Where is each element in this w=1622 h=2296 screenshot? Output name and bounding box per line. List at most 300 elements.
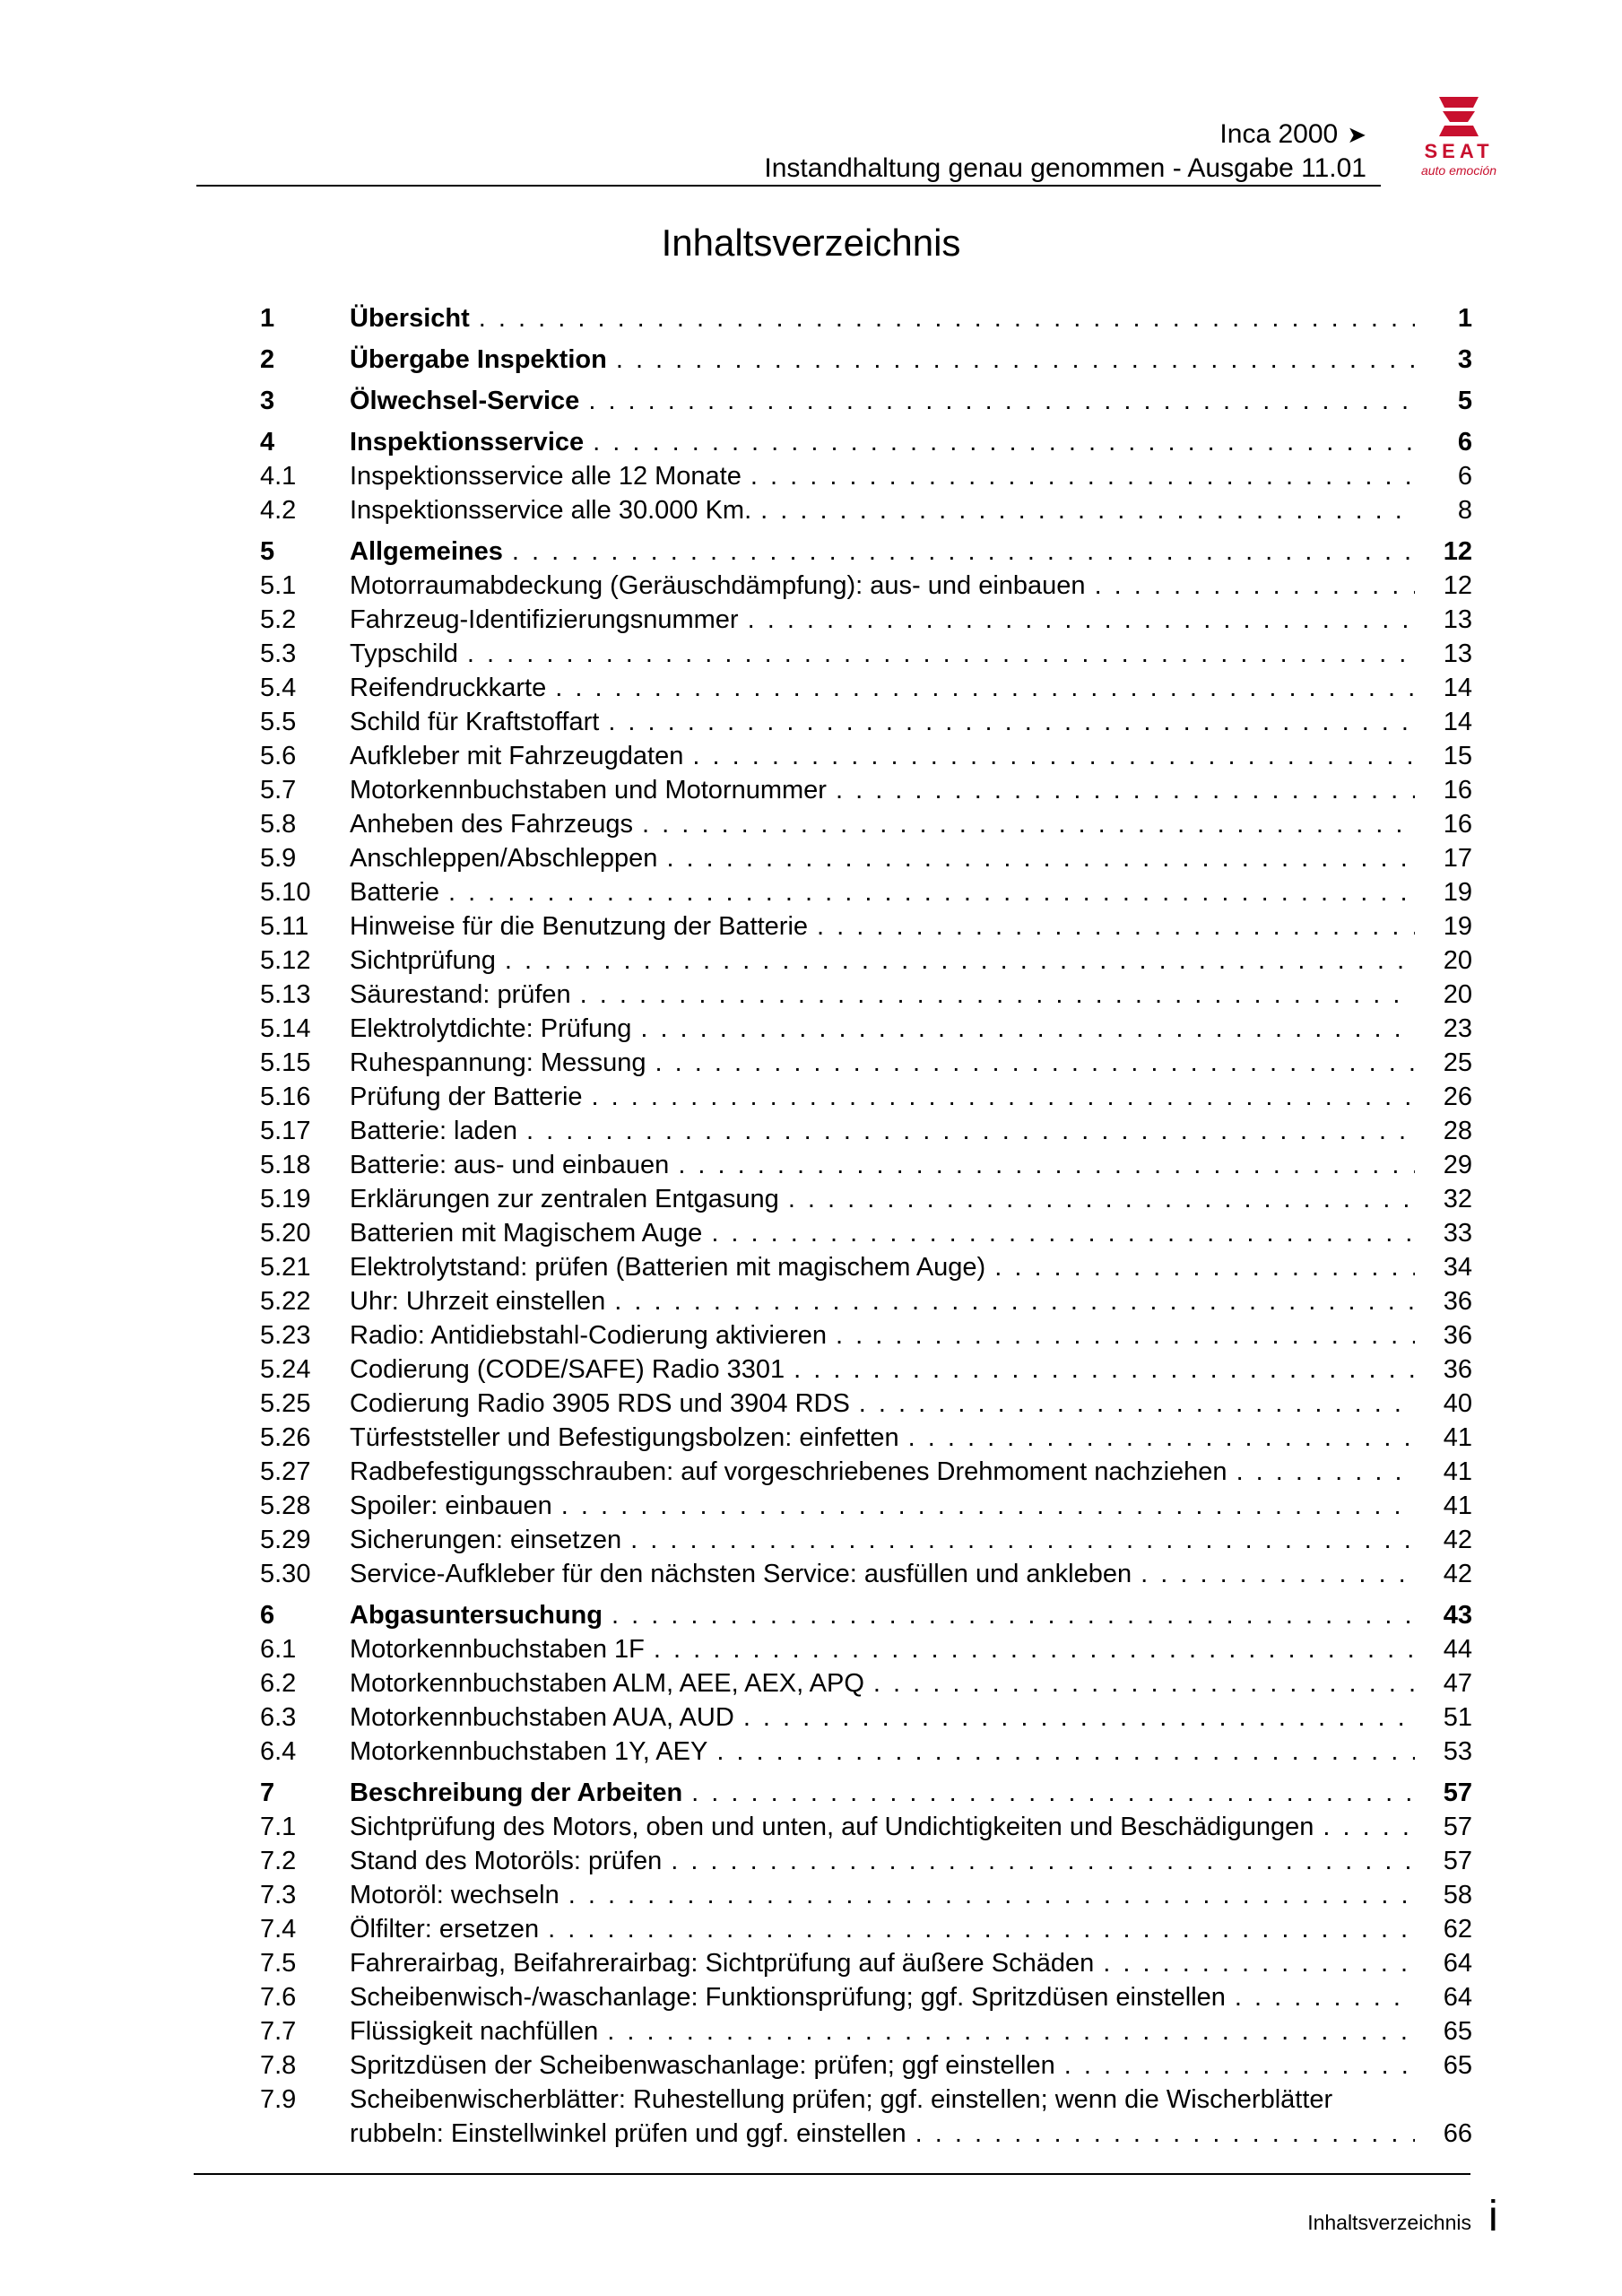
toc-section-entry[interactable]: [260, 1946, 1472, 1980]
toc-entry-number: 5.14: [260, 1014, 311, 1043]
toc-dot-leader: [592, 1080, 1415, 1114]
toc-entry-title: Hinweise für die Benutzung der Batterie: [350, 912, 809, 941]
toc-entry-line: [350, 1523, 1415, 1557]
toc-section-entry[interactable]: [260, 1114, 1472, 1148]
toc-section-entry[interactable]: [260, 1148, 1472, 1182]
toc-entry-body: [350, 1912, 1472, 1946]
toc-entry-line: [350, 1455, 1415, 1489]
toc-entry-body: [350, 1946, 1472, 1980]
toc-entry-title: Reifendruckkarte: [350, 674, 547, 702]
toc-entry-body: [350, 1182, 1472, 1216]
toc-entry-body: [350, 909, 1472, 944]
toc-entry-line: [350, 637, 1415, 671]
header-title: [1219, 118, 1366, 151]
toc-entry-body: [350, 1980, 1472, 2014]
toc-entry-title: Motorkennbuchstaben 1Y, AEY: [350, 1737, 708, 1766]
toc-dot-leader: [678, 1148, 1415, 1182]
toc-entry-title: Sicherungen: einsetzen: [350, 1526, 622, 1554]
toc-entry-page: 42: [1443, 1526, 1472, 1554]
toc-entry-body: [350, 535, 1472, 569]
toc-section-entry[interactable]: [260, 2083, 1472, 2151]
toc-entry-line: [350, 1148, 1415, 1182]
toc-entry-body: [350, 1387, 1472, 1421]
toc-entry-page: 6: [1457, 462, 1472, 491]
toc-dot-leader: [994, 1250, 1415, 1284]
toc-dot-leader: [593, 425, 1415, 459]
toc-entry-page: 19: [1443, 878, 1472, 907]
toc-entry-page: 34: [1443, 1253, 1472, 1282]
toc-entry-body: [350, 1148, 1472, 1182]
toc-section-entry[interactable]: [260, 1700, 1472, 1735]
toc-entry-line: [350, 773, 1415, 807]
toc-entry-line: [350, 1114, 1415, 1148]
toc-entry-title: Ölfilter: ersetzen: [350, 1915, 540, 1944]
toc-dot-leader: [1064, 2048, 1415, 2083]
toc-entry-title: Batterie: [350, 878, 439, 907]
toc-section-entry[interactable]: [260, 841, 1472, 875]
toc-dot-leader: [1141, 1557, 1415, 1591]
toc-dot-leader: [448, 875, 1415, 909]
toc-entry-line: [350, 1776, 1415, 1810]
toc-entry-number: 5.24: [260, 1355, 311, 1384]
toc-entry-line: [350, 1421, 1415, 1455]
toc-entry-page: 41: [1443, 1457, 1472, 1486]
toc-entry-page: 65: [1443, 2017, 1472, 2046]
toc-entry-line: [350, 1844, 1415, 1878]
toc-entry-line: [350, 569, 1415, 603]
toc-dot-leader: [716, 1735, 1415, 1769]
toc-entry-line: [350, 459, 1415, 493]
toc-section-entry[interactable]: [260, 978, 1472, 1012]
toc-entry-number: 7.5: [260, 1949, 297, 1978]
toc-entry-title: Übersicht: [350, 304, 470, 333]
toc-section-entry[interactable]: [260, 1912, 1472, 1946]
toc-section-entry[interactable]: [260, 1012, 1472, 1046]
toc-entry-line: [350, 1946, 1415, 1980]
toc-entry-page: 65: [1443, 2051, 1472, 2080]
toc-entry-body: [350, 1557, 1472, 1591]
toc-entry-line: [350, 1598, 1415, 1632]
toc-entry-line: [350, 2117, 1415, 2151]
toc-entry-number: 5.13: [260, 980, 311, 1009]
toc-entry-line: [350, 2014, 1415, 2048]
toc-entry-line: [350, 1352, 1415, 1387]
logo-wordmark: SEAT: [1424, 140, 1494, 162]
toc-entry-title: Spritzdüsen der Scheibenwaschanlage: prüfen; ggf einstellen: [350, 2051, 1055, 2080]
toc-entry-page: 26: [1443, 1083, 1472, 1111]
toc-entry-title: Motorkennbuchstaben und Motornummer: [350, 776, 827, 804]
toc-entry-line: [350, 1489, 1415, 1523]
toc-section-entry[interactable]: [260, 493, 1472, 527]
toc-entry-body: [350, 1878, 1472, 1912]
toc-entry-line: [350, 841, 1415, 875]
footer-label: Inhaltsverzeichnis: [1307, 2211, 1471, 2234]
toc-dot-leader: [654, 1632, 1415, 1666]
toc-entry-line: [350, 1700, 1415, 1735]
seat-logo: [1405, 95, 1513, 176]
toc-entry-page: 25: [1443, 1048, 1472, 1077]
toc-entry-page: 28: [1443, 1117, 1472, 1145]
toc-entry-page: 17: [1443, 844, 1472, 873]
toc-entry-line: [350, 343, 1415, 377]
toc-entry-body: [350, 1632, 1472, 1666]
toc-dot-leader: [692, 739, 1415, 773]
toc-entry-body: [350, 459, 1472, 493]
toc-section-entry[interactable]: [260, 807, 1472, 841]
toc-dot-leader: [630, 1523, 1415, 1557]
toc-chapter-entry[interactable]: [260, 384, 1472, 418]
toc-entry-title: Säurestand: prüfen: [350, 980, 571, 1009]
toc-entry-page: 20: [1443, 980, 1472, 1009]
toc-dot-leader: [836, 773, 1415, 807]
toc-entry-page: 14: [1443, 708, 1472, 736]
toc-section-entry[interactable]: [260, 705, 1472, 739]
toc-entry-page: 14: [1443, 674, 1472, 702]
toc-entry-number: 7.6: [260, 1983, 297, 2012]
toc-entry-body: [350, 425, 1472, 459]
toc-section-entry[interactable]: [260, 1387, 1472, 1421]
toc-dot-leader: [1235, 1980, 1415, 2014]
toc-entry-line: [350, 1632, 1415, 1666]
toc-entry-page: 64: [1443, 1983, 1472, 2012]
toc-entry-line: [350, 301, 1415, 335]
toc-entry-line: [350, 1912, 1415, 1946]
toc-entry-number: 1: [260, 304, 275, 333]
toc-entry-number: 5.16: [260, 1083, 311, 1111]
toc-entry-title: Schild für Kraftstoffart: [350, 708, 600, 736]
toc-entry-number: 5.12: [260, 946, 311, 975]
toc-entry-title: Codierung Radio 3905 RDS und 3904 RDS: [350, 1389, 850, 1418]
toc-entry-title: Inspektionsservice alle 30.000 Km.: [350, 496, 752, 525]
toc-entry-body: [350, 1810, 1472, 1844]
toc-section-entry[interactable]: [260, 739, 1472, 773]
toc-chapter-entry[interactable]: [260, 343, 1472, 377]
toc-entry-page: 16: [1443, 776, 1472, 804]
toc-section-entry[interactable]: [260, 1632, 1472, 1666]
toc-entry-number: 5.25: [260, 1389, 311, 1418]
toc-entry-number: 5.17: [260, 1117, 311, 1145]
toc-entry-body: [350, 1776, 1472, 1810]
toc-heading: Inhaltsverzeichnis: [661, 222, 961, 264]
toc-dot-leader: [607, 2014, 1415, 2048]
toc-entry-number: 5.1: [260, 571, 297, 600]
toc-entry-line: [350, 1080, 1415, 1114]
toc-entry-number: 7.2: [260, 1847, 297, 1875]
toc-dot-leader: [580, 978, 1415, 1012]
toc-entry-body: [350, 1046, 1472, 1080]
toc-entry-number: 4.2: [260, 496, 297, 525]
toc-entry-line: [350, 944, 1415, 978]
toc-section-entry[interactable]: [260, 1352, 1472, 1387]
toc-entry-title: Prüfung der Batterie: [350, 1083, 583, 1111]
toc-entry-page: 36: [1443, 1355, 1472, 1384]
toc-entry-title: Motorraumabdeckung (Geräuschdämpfung): aus- und einbauen: [350, 571, 1086, 600]
table-of-contents: [260, 301, 1472, 2151]
toc-entry-line: [350, 1735, 1415, 1769]
toc-section-entry[interactable]: [260, 773, 1472, 807]
toc-entry-line: [350, 1250, 1415, 1284]
toc-section-entry[interactable]: [260, 1182, 1472, 1216]
toc-entry-line: [350, 1012, 1415, 1046]
toc-entry-number: 5.10: [260, 878, 311, 907]
toc-section-entry[interactable]: [260, 1980, 1472, 2014]
toc-entry-number: 5.28: [260, 1492, 311, 1520]
toc-entry-title: Service-Aufkleber für den nächsten Service: ausfüllen und ankleben: [350, 1560, 1132, 1588]
toc-entry-number: 6: [260, 1601, 275, 1630]
toc-entry-number: 4: [260, 428, 275, 457]
page-header: [196, 109, 1381, 185]
toc-entry-number: 5.22: [260, 1287, 311, 1316]
toc-entry-title: Radbefestigungsschrauben: auf vorgeschriebenes Drehmoment nachziehen: [350, 1457, 1227, 1486]
toc-entry-title: Elektrolytstand: prüfen (Batterien mit magischem Auge): [350, 1253, 986, 1282]
toc-entry-page: 5: [1457, 387, 1472, 415]
toc-dot-leader: [479, 301, 1415, 335]
toc-section-entry[interactable]: [260, 1455, 1472, 1489]
toc-dot-leader: [760, 493, 1415, 527]
toc-entry-page: 20: [1443, 946, 1472, 975]
toc-entry-title: Flüssigkeit nachfüllen: [350, 2017, 599, 2046]
toc-dot-leader: [655, 1046, 1415, 1080]
toc-entry-body: [350, 493, 1472, 527]
logo-tagline: auto emoción: [1420, 163, 1497, 178]
toc-entry-page: 36: [1443, 1321, 1472, 1350]
toc-entry-page: 43: [1443, 1601, 1472, 1630]
toc-dot-leader: [915, 2117, 1415, 2151]
toc-entry-number: 5.9: [260, 844, 297, 873]
toc-entry-body: [350, 1666, 1472, 1700]
toc-dot-leader: [750, 459, 1415, 493]
toc-entry-body: [350, 773, 1472, 807]
toc-section-entry[interactable]: [260, 671, 1472, 705]
toc-dot-leader: [748, 603, 1415, 637]
toc-dot-leader: [743, 1700, 1415, 1735]
toc-chapter-entry[interactable]: [260, 1598, 1472, 1632]
toc-entry-title: Sichtprüfung des Motors, oben und unten, auf Undichtigkeiten und Beschädigungen: [350, 1813, 1314, 1841]
toc-entry-number: 5.18: [260, 1151, 311, 1179]
toc-section-entry[interactable]: [260, 944, 1472, 978]
toc-entry-number: 7: [260, 1779, 275, 1807]
toc-section-entry[interactable]: [260, 1250, 1472, 1284]
toc-dot-leader: [873, 1666, 1415, 1700]
toc-dot-leader: [512, 535, 1415, 569]
toc-entry-body: [350, 1080, 1472, 1114]
toc-entry-title: Batterien mit Magischem Auge: [350, 1219, 703, 1248]
header-subtitle: Instandhaltung genau genommen - Ausgabe 11.01: [764, 153, 1366, 183]
toc-entry-line: [350, 1666, 1415, 1700]
toc-entry-number: 2: [260, 345, 275, 374]
toc-section-entry[interactable]: [260, 603, 1472, 637]
toc-section-entry[interactable]: [260, 1844, 1472, 1878]
toc-entry-number: 5.23: [260, 1321, 311, 1350]
toc-entry-title: Ölwechsel-Service: [350, 387, 580, 415]
toc-section-entry[interactable]: [260, 1489, 1472, 1523]
toc-entry-number: 7.1: [260, 1813, 297, 1841]
toc-entry-title: Stand des Motoröls: prüfen: [350, 1847, 663, 1875]
toc-dot-leader: [616, 343, 1415, 377]
toc-entry-number: 6.3: [260, 1703, 297, 1732]
toc-dot-leader: [836, 1318, 1415, 1352]
toc-dot-leader: [548, 1912, 1415, 1946]
toc-entry-line: [350, 603, 1415, 637]
toc-entry-number: 5.7: [260, 776, 297, 804]
toc-entry-title: Scheibenwischerblätter: Ruhestellung prüfen; ggf. einstellen; wenn die Wischerblätter: [350, 2085, 1333, 2114]
toc-entry-title: Anheben des Fahrzeugs: [350, 810, 633, 839]
toc-dot-leader: [666, 841, 1415, 875]
toc-entry-body: [350, 2048, 1472, 2083]
toc-entry-page: 66: [1443, 2119, 1472, 2148]
toc-entry-body: [350, 1523, 1472, 1557]
toc-section-entry[interactable]: [260, 1878, 1472, 1912]
toc-chapter-entry[interactable]: [260, 535, 1472, 569]
toc-entry-page: 62: [1443, 1915, 1472, 1944]
toc-section-entry[interactable]: [260, 1046, 1472, 1080]
toc-entry-line: [350, 807, 1415, 841]
toc-entry-number: 7.7: [260, 2017, 297, 2046]
toc-entry-line: [350, 535, 1415, 569]
toc-section-entry[interactable]: [260, 637, 1472, 671]
toc-entry-body: [350, 384, 1472, 418]
toc-section-entry[interactable]: [260, 1735, 1472, 1769]
toc-section-entry[interactable]: [260, 569, 1472, 603]
toc-entry-number: 5: [260, 537, 275, 566]
toc-section-entry[interactable]: [260, 1557, 1472, 1591]
toc-entry-title: Codierung (CODE/SAFE) Radio 3301: [350, 1355, 785, 1384]
toc-entry-title: Fahrzeug-Identifizierungsnummer: [350, 605, 739, 634]
toc-entry-number: 5.19: [260, 1185, 311, 1213]
toc-entry-page: 57: [1443, 1813, 1472, 1841]
toc-section-entry[interactable]: [260, 1421, 1472, 1455]
toc-entry-line: [350, 1387, 1415, 1421]
toc-section-entry[interactable]: [260, 1216, 1472, 1250]
toc-entry-page: 36: [1443, 1287, 1472, 1316]
toc-entry-title: Motorkennbuchstaben 1F: [350, 1635, 645, 1664]
toc-dot-leader: [817, 909, 1415, 944]
toc-entry-number: 7.8: [260, 2051, 297, 2080]
toc-dot-leader: [1103, 1946, 1415, 1980]
toc-section-entry[interactable]: [260, 1284, 1472, 1318]
toc-dot-leader: [505, 944, 1415, 978]
toc-entry-line: [350, 1046, 1415, 1080]
toc-dot-leader: [568, 1878, 1415, 1912]
toc-entry-line: [350, 1810, 1415, 1844]
toc-section-entry[interactable]: [260, 2048, 1472, 2083]
toc-entry-page: 29: [1443, 1151, 1472, 1179]
toc-entry-number: 5.15: [260, 1048, 311, 1077]
toc-dot-leader: [640, 1012, 1415, 1046]
toc-entry-body: [350, 603, 1472, 637]
toc-entry-body: [350, 875, 1472, 909]
toc-entry-page: 57: [1443, 1779, 1472, 1807]
toc-dot-leader: [467, 637, 1415, 671]
toc-entry-line: [350, 705, 1415, 739]
toc-entry-title: Abgasuntersuchung: [350, 1601, 603, 1630]
toc-entry-number: 5.6: [260, 742, 297, 770]
toc-entry-page: 8: [1457, 496, 1472, 525]
toc-entry-line: [350, 909, 1415, 944]
toc-section-entry[interactable]: [260, 1080, 1472, 1114]
toc-section-entry[interactable]: [260, 875, 1472, 909]
toc-entry-page: 47: [1443, 1669, 1472, 1698]
toc-entry-body: [350, 807, 1472, 841]
toc-entry-title: Beschreibung der Arbeiten: [350, 1779, 683, 1807]
toc-entry-line: [350, 1318, 1415, 1352]
toc-entry-body: [350, 841, 1472, 875]
toc-entry-number: 7.3: [260, 1881, 297, 1909]
toc-entry-number: 6.2: [260, 1669, 297, 1698]
manual-model: Inca 2000: [1219, 119, 1339, 149]
toc-entry-number: 5.26: [260, 1423, 311, 1452]
toc-dot-leader: [859, 1387, 1415, 1421]
toc-dot-leader: [588, 384, 1415, 418]
toc-entry-body: [350, 1250, 1472, 1284]
toc-entry-title: Spoiler: einbauen: [350, 1492, 552, 1520]
toc-section-entry[interactable]: [260, 1810, 1472, 1844]
toc-section-entry[interactable]: [260, 459, 1472, 493]
toc-entry-body: [350, 2083, 1472, 2151]
toc-entry-page: 13: [1443, 605, 1472, 634]
toc-entry-line: [350, 875, 1415, 909]
toc-entry-page: 42: [1443, 1560, 1472, 1588]
toc-entry-page: 58: [1443, 1881, 1472, 1909]
toc-entry-page: 44: [1443, 1635, 1472, 1664]
toc-entry-title: Fahrerairbag, Beifahrerairbag: Sichtprüfung auf äußere Schäden: [350, 1949, 1095, 1978]
toc-entry-page: 32: [1443, 1185, 1472, 1213]
toc-entry-body: [350, 1114, 1472, 1148]
toc-entry-line: [350, 425, 1415, 459]
toc-entry-title: Uhr: Uhrzeit einstellen: [350, 1287, 606, 1316]
toc-entry-title: Türfeststeller und Befestigungsbolzen: einfetten: [350, 1423, 899, 1452]
toc-entry-title: Sichtprüfung: [350, 946, 496, 975]
toc-dot-leader: [788, 1182, 1415, 1216]
toc-dot-leader: [671, 1844, 1415, 1878]
toc-dot-leader: [711, 1216, 1415, 1250]
toc-entry-title: Motoröl: wechseln: [350, 1881, 559, 1909]
toc-section-entry[interactable]: [260, 1523, 1472, 1557]
toc-entry-body: [350, 739, 1472, 773]
toc-entry-body: [350, 1284, 1472, 1318]
toc-entry-page: 1: [1457, 304, 1472, 333]
toc-entry-number: 4.1: [260, 462, 297, 491]
toc-entry-line: [350, 1980, 1415, 2014]
toc-entry-line: [350, 384, 1415, 418]
toc-entry-line: [350, 1284, 1415, 1318]
toc-section-entry[interactable]: [260, 1666, 1472, 1700]
toc-entry-title: Inspektionsservice: [350, 428, 585, 457]
toc-chapter-entry[interactable]: [260, 1776, 1472, 1810]
toc-entry-number: 5.20: [260, 1219, 311, 1248]
toc-entry-body: [350, 1352, 1472, 1387]
toc-entry-page: 6: [1457, 428, 1472, 457]
toc-section-entry[interactable]: [260, 909, 1472, 944]
toc-entry-body: [350, 944, 1472, 978]
toc-section-entry[interactable]: [260, 1318, 1472, 1352]
toc-entry-page: 41: [1443, 1492, 1472, 1520]
toc-entry-body: [350, 1489, 1472, 1523]
toc-entry-number: 5.29: [260, 1526, 311, 1554]
toc-entry-body: [350, 343, 1472, 377]
toc-entry-number: 6.1: [260, 1635, 297, 1664]
toc-entry-number: 7.4: [260, 1915, 297, 1944]
toc-entry-page: 51: [1443, 1703, 1472, 1732]
toc-entry-title: Batterie: aus- und einbauen: [350, 1151, 670, 1179]
toc-entry-title: Anschleppen/Abschleppen: [350, 844, 658, 873]
toc-entry-line: [350, 671, 1415, 705]
footer-page-number: i: [1488, 2193, 1498, 2240]
toc-chapter-entry[interactable]: [260, 425, 1472, 459]
toc-chapter-entry[interactable]: [260, 301, 1472, 335]
toc-section-entry[interactable]: [260, 2014, 1472, 2048]
header-divider: [196, 185, 1381, 187]
